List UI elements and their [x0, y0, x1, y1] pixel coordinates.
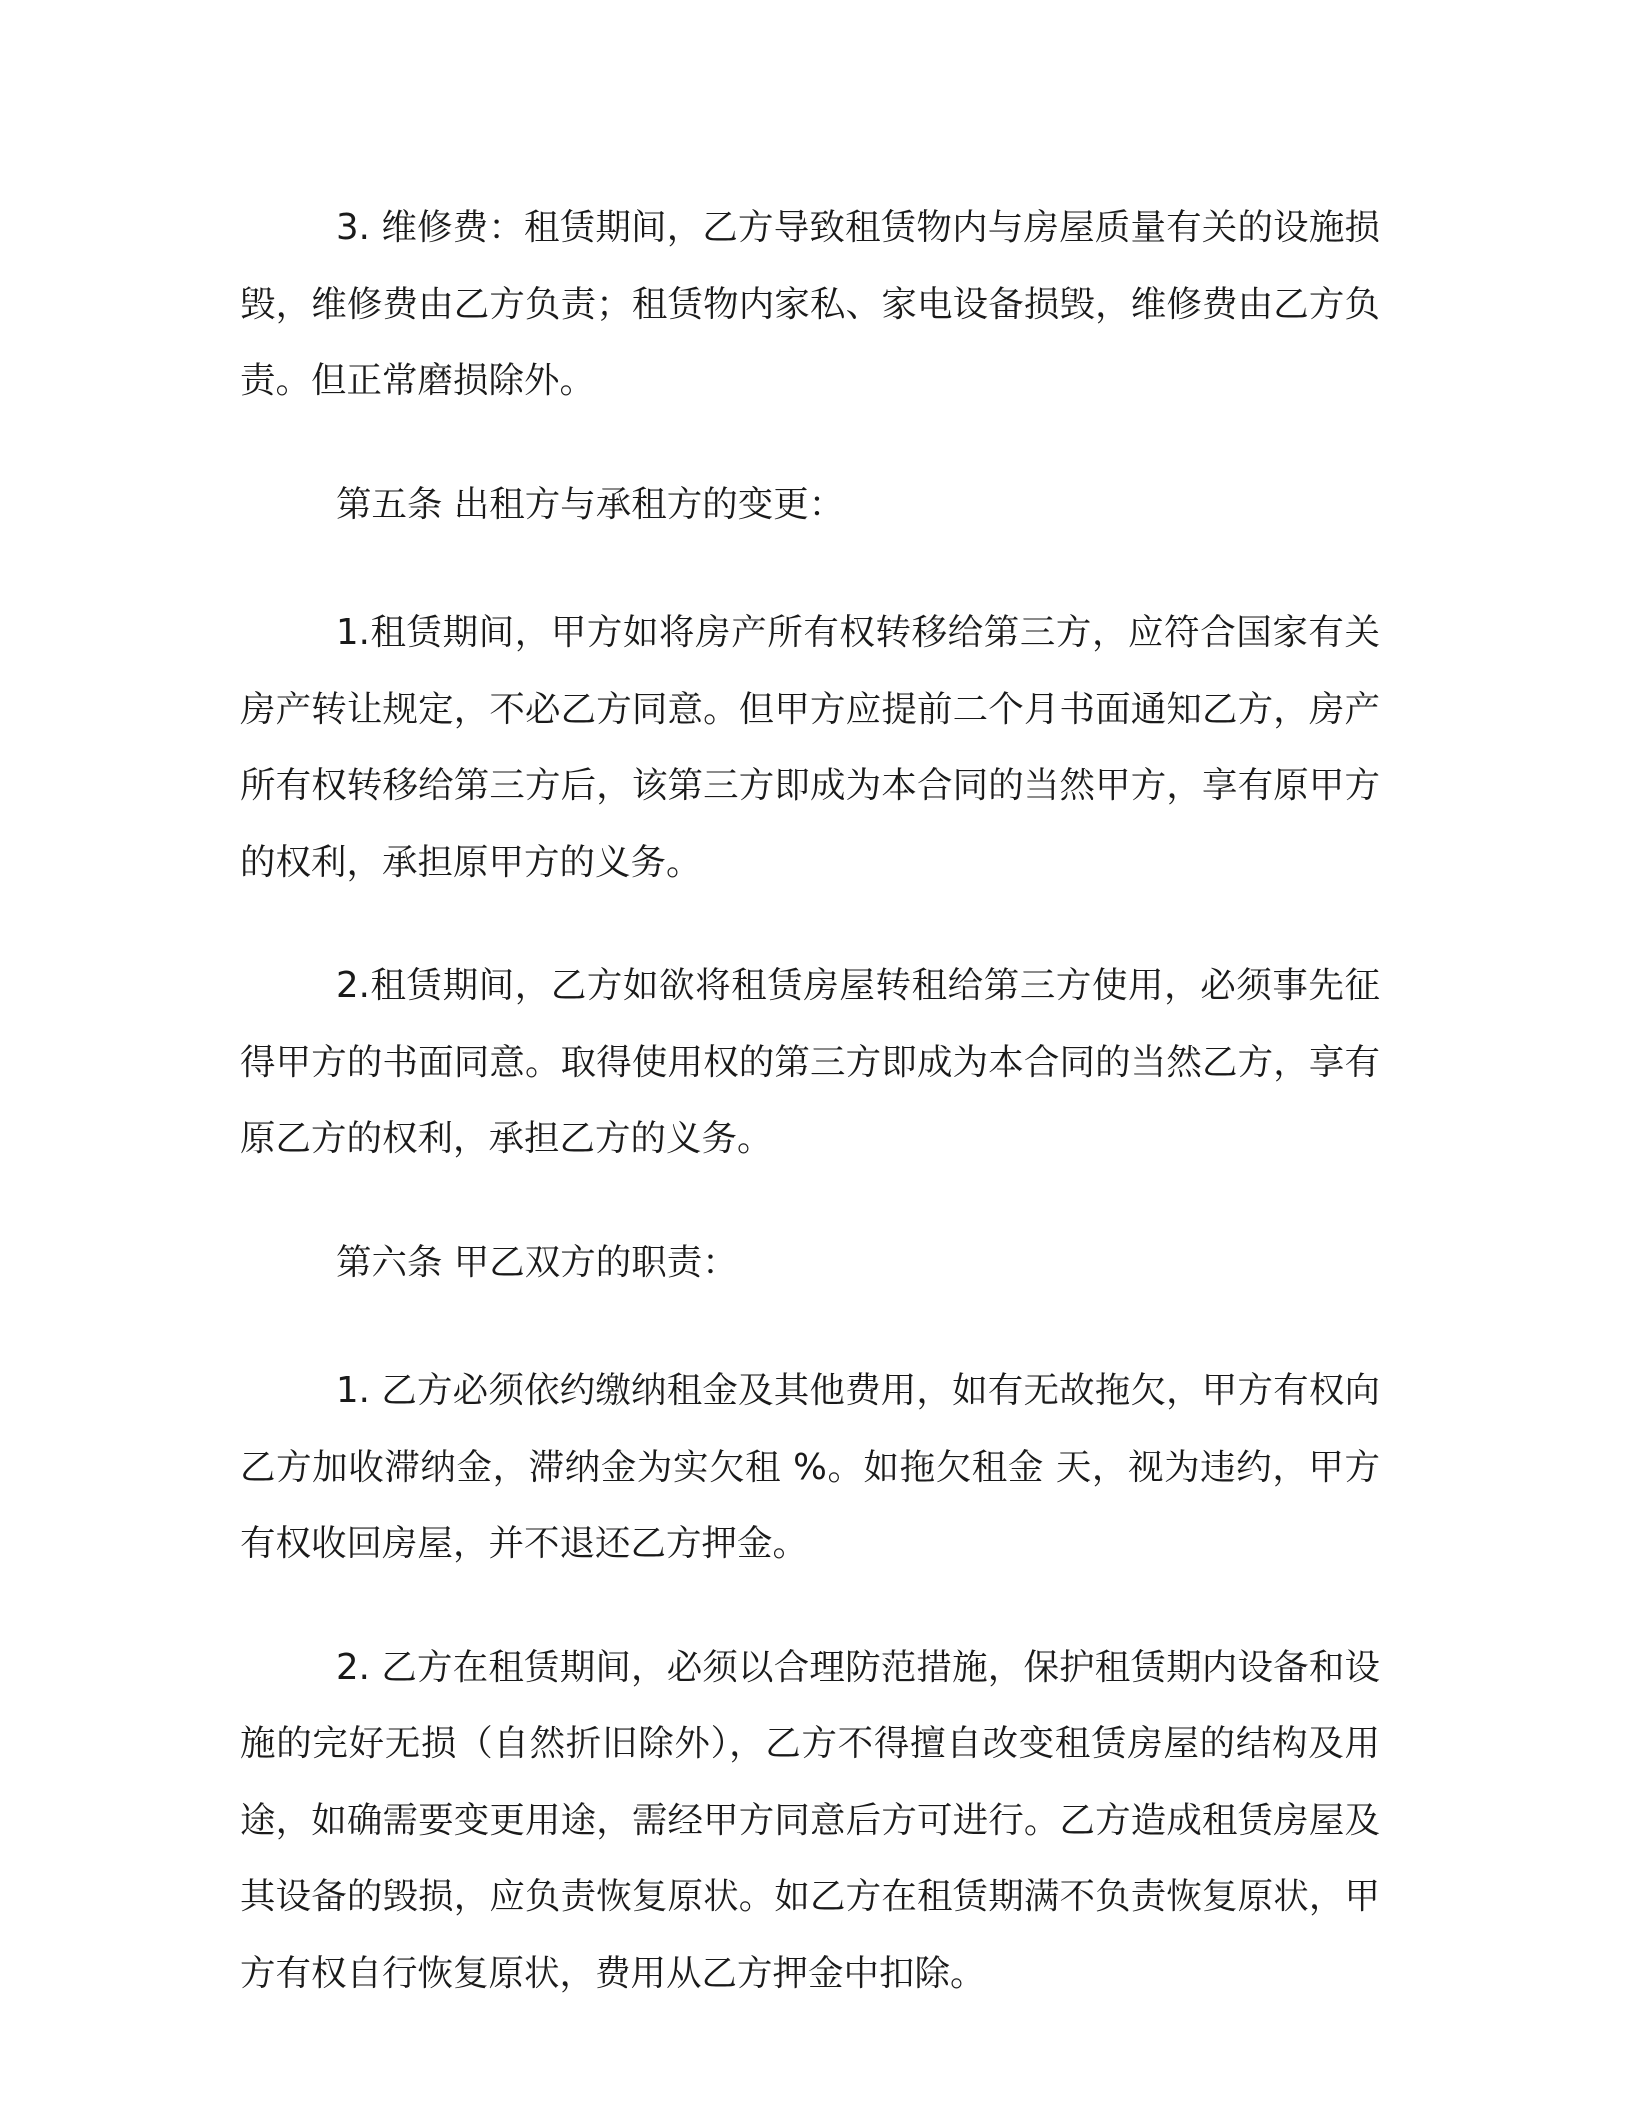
clause-5-2-sublease: 2.租赁期间，乙方如欲将租赁房屋转租给第三方使用，必须事先征得甲方的书面同意。取得使用权的第三方即成为本合同的当然乙方，享有原乙方的权利，承担乙方的义务。	[240, 965, 1380, 1159]
article-6-heading: 第六条 甲乙双方的职责：	[336, 1241, 738, 1283]
clause-4-3-repair-fees: 3. 维修费：租赁期间，乙方导致租赁物内与房屋质量有关的设施损毁，维修费由乙方负责；租赁物内家私、家电设备损毁，维修费由乙方负责。但正常磨损除外。	[240, 207, 1381, 401]
document-page	[240, 190, 1380, 2059]
clause-6-2-property-care: 2. 乙方在租赁期间，必须以合理防范措施，保护租赁期内设备和设施的完好无损（自然折旧除外），乙方不得擅自改变租赁房屋的结构及用途，如确需要变更用途，需经甲方同意后方可进行。乙方造成租赁房屋及其设备的毁损，应负责恢复原状。如乙方在租赁期满不负责恢复原状，甲方有权自行恢复原状，费用从乙方押金中扣除。	[240, 1646, 1381, 1994]
article-5-heading: 第五条 出租方与承租方的变更：	[336, 483, 845, 525]
clause-6-1-rent-payment: 1. 乙方必须依约缴纳租金及其他费用，如有无故拖欠，甲方有权向乙方加收滞纳金，滞纳金为实欠租 %。如拖欠租金 天，视为违约，甲方有权收回房屋，并不退还乙方押金。	[240, 1370, 1381, 1564]
clause-5-1-ownership-transfer: 1.租赁期间，甲方如将房产所有权转移给第三方，应符合国家有关房产转让规定，不必乙方同意。但甲方应提前二个月书面通知乙方，房产所有权转移给第三方后，该第三方即成为本合同的当然甲方，享有原甲方的权利，承担原甲方的义务。	[240, 612, 1380, 883]
